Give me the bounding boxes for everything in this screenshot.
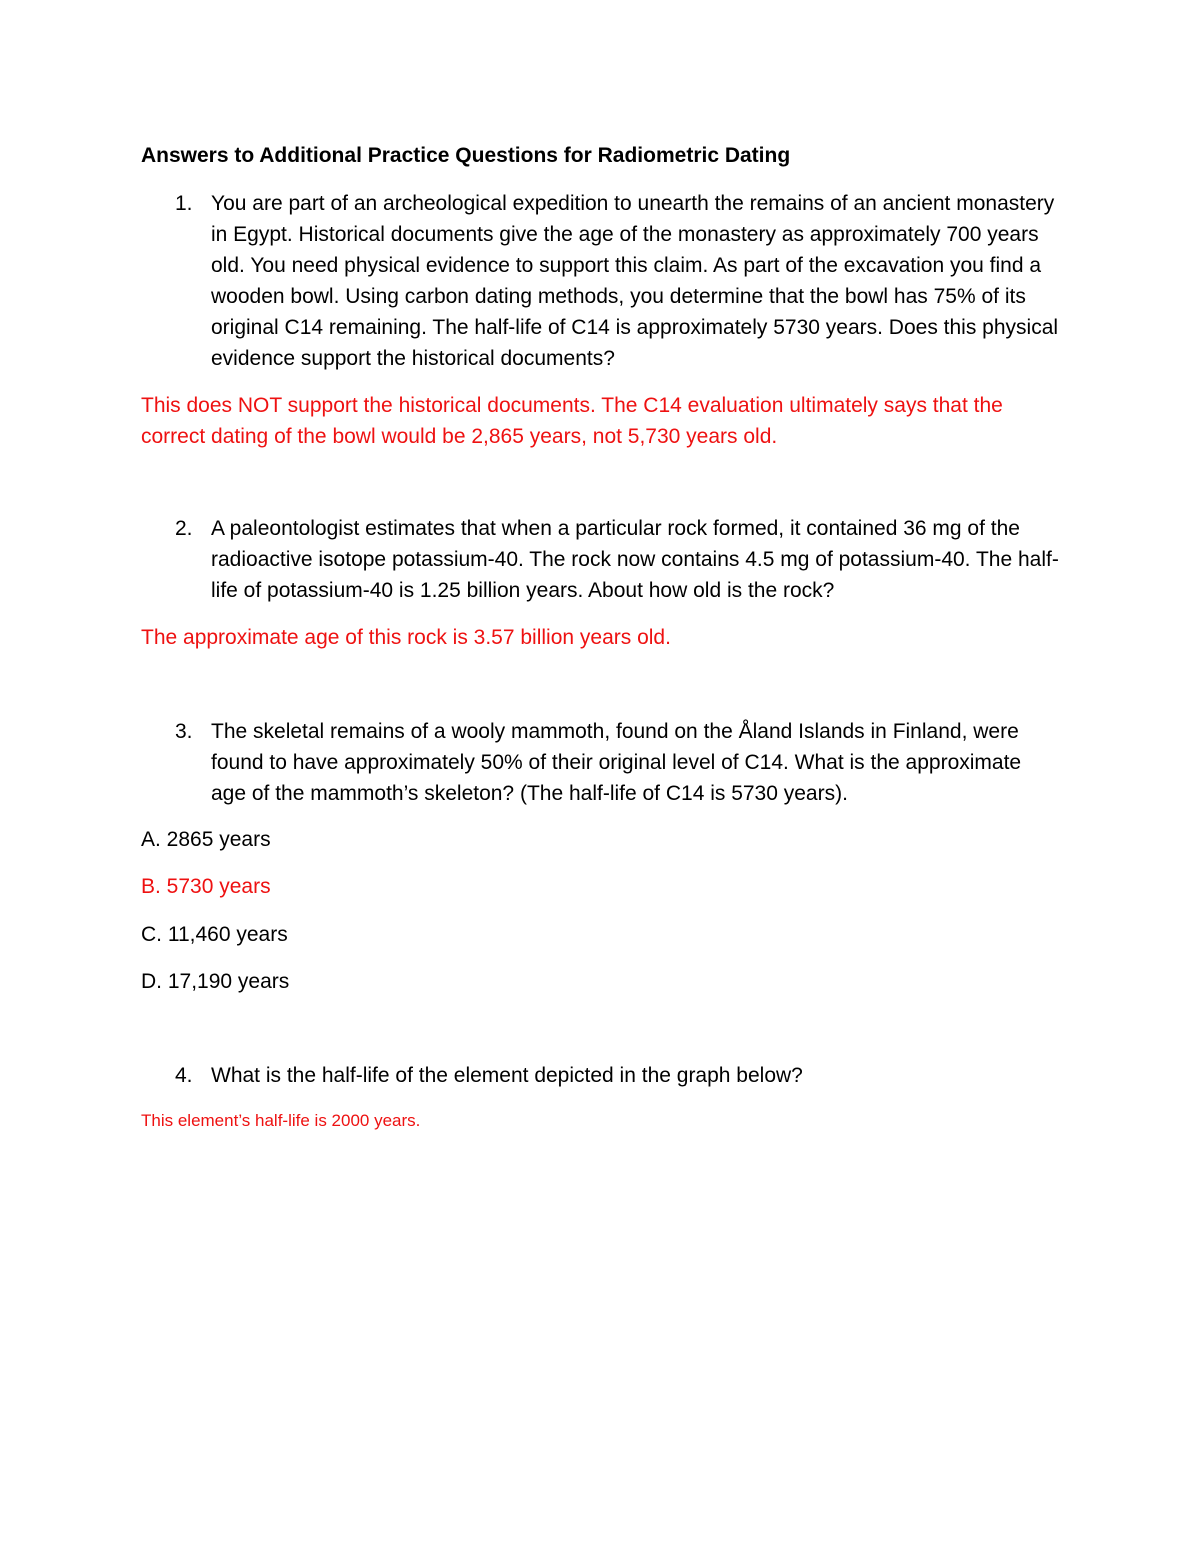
- question-3: [141, 716, 1061, 809]
- question-1: [141, 188, 1061, 374]
- question-text: A paleontologist estimates that when a particular rock formed, it contained 36 mg of the radioactive isotope potassium-40. The rock now contains 4.5 mg of potassium-40. The half-life of potassium-40 is 1.25 billion years. About how old is the rock?: [211, 517, 1059, 602]
- question-number: 1.: [175, 192, 193, 215]
- question-number: 2.: [175, 517, 193, 540]
- option-d: D. 17,190 years: [141, 970, 290, 993]
- question-text: What is the half-life of the element depicted in the graph below?: [211, 1064, 803, 1087]
- question-text: You are part of an archeological expedition to unearth the remains of an ancient monastery in Egypt. Historical documents give the age of the monastery as approximately 700 years old. You need physical evidence to support this claim. As part of the excavation you find a wooden bowl. Using carbon dating methods, you determine that the bowl has 75% of its original C14 remaining. The half-life of C14 is approximately 5730 years. Does this physical evidence support the historical documents?: [211, 192, 1059, 370]
- question-4: [141, 1060, 1061, 1091]
- option-b-correct: B. 5730 years: [141, 875, 271, 898]
- question-text: The skeletal remains of a wooly mammoth, found on the Åland Islands in Finland, were found to have approximately 50% of their original level of C14. What is the approximate age of the mammoth’s skeleton? (The half-life of C14 is 5730 years).: [211, 720, 1022, 805]
- answer-1: This does NOT support the historical documents. The C14 evaluation ultimately says that the correct dating of the bowl would be 2,865 years, not 5,730 years old.: [141, 394, 1003, 448]
- document-title: Answers to Additional Practice Questions for Radiometric Dating: [141, 144, 791, 167]
- option-c: C. 11,460 years: [141, 923, 288, 946]
- option-a: A. 2865 years: [141, 828, 271, 851]
- question-number: 3.: [175, 720, 193, 743]
- question-number: 4.: [175, 1064, 193, 1087]
- answer-4: This element’s half-life is 2000 years.: [141, 1111, 421, 1130]
- question-2: [141, 513, 1061, 606]
- answer-2: The approximate age of this rock is 3.57 billion years old.: [141, 626, 671, 649]
